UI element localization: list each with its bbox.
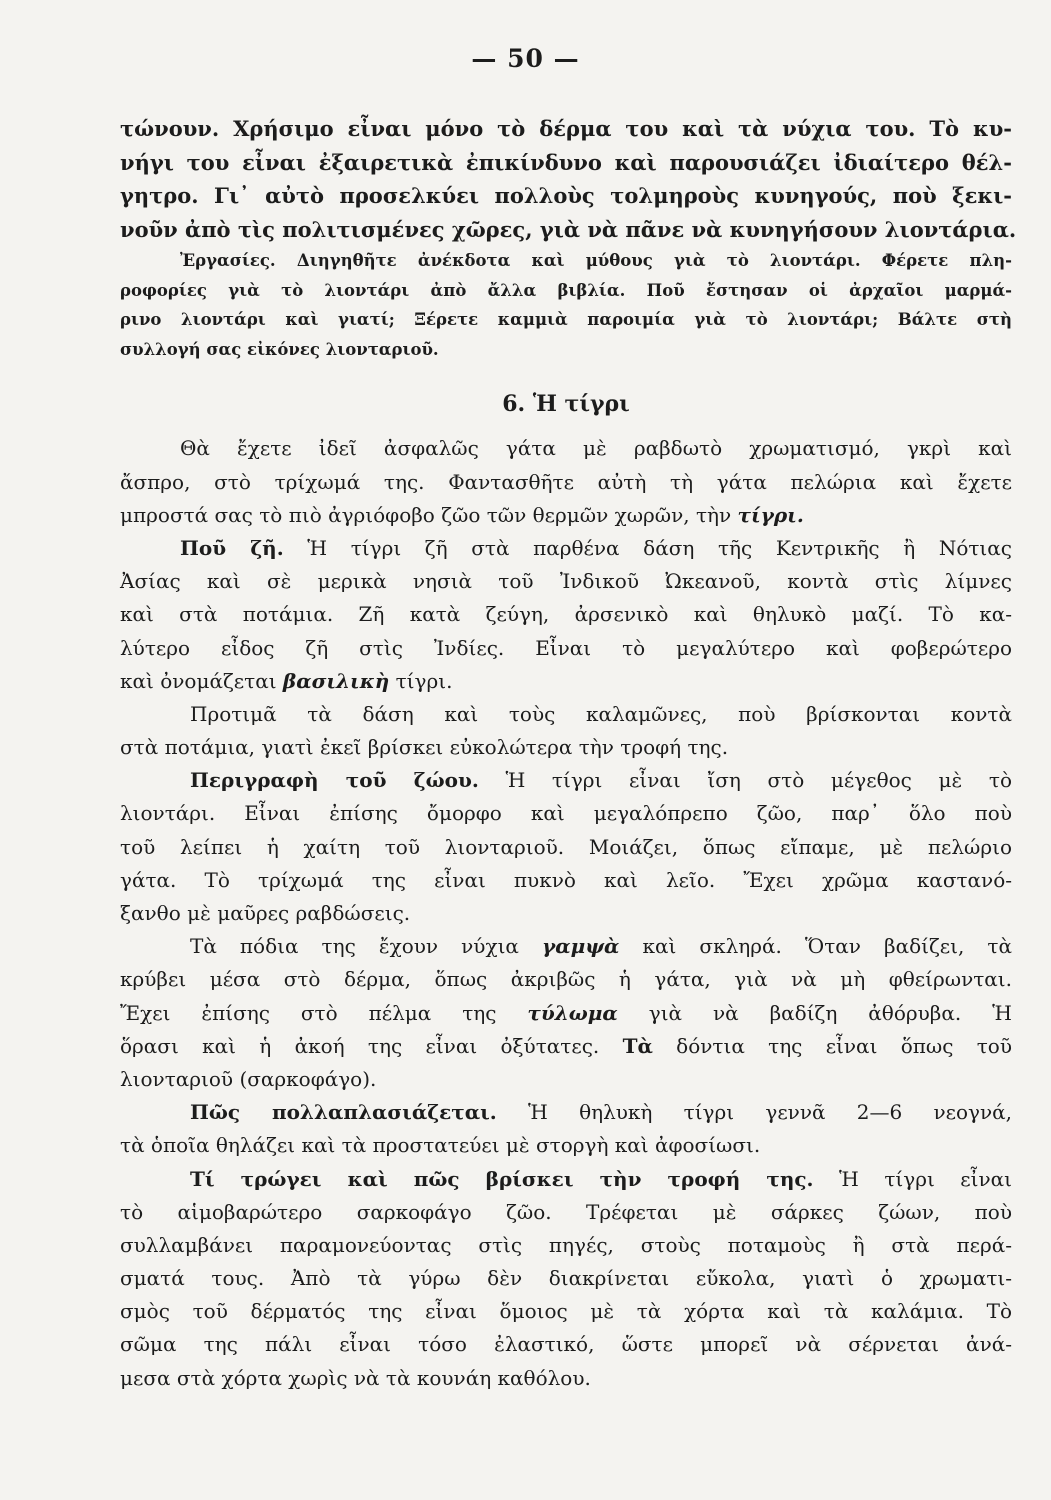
text-line: τὸ αἱμοβαρώτερο σαρκοφάγο ζῶο. Τρέφεται μὲ σάρκες ζώων, ποὺ — [120, 1199, 1012, 1224]
text-line: Θὰ ἔχετε ἰδεῖ ἀσφαλῶς γάτα μὲ ραβδωτὸ χρωματισμό, γκρὶ καὶ — [180, 436, 1012, 461]
text-line — [120, 764, 1012, 797]
text-run: Τὰ πόδια της ἔχουν νύχια — [190, 934, 542, 959]
text-line — [120, 997, 1012, 1030]
subheading-description: Περιγραφὴ τοῦ ζώου. — [190, 768, 479, 793]
term-vasiliki: βασιλικὴ — [282, 668, 390, 693]
text-line: λιονταριοῦ (σαρκοφάγο). — [120, 1066, 377, 1091]
body-text — [120, 432, 1012, 1394]
text-line: ἄσπρο, στὸ τρίχωμά της. Φαντασθῆτε αὐτὴ τὴ γάτα πελώρια καὶ ἔχετε — [120, 469, 1012, 494]
text-line: ρινο λιοντάρι καὶ γιατί; Ξέρετε καμμιὰ παροιμία γιὰ τὸ λιοντάρι; Βάλτε στὴ — [120, 310, 1012, 330]
text-line: μεσα στὰ χόρτα χωρὶς νὰ τὰ κουνάη καθόλου. — [120, 1365, 591, 1390]
text-run: γιὰ νὰ βαδίζη ἀθόρυβα. Ἡ — [617, 1000, 1012, 1025]
text-line — [120, 1030, 1012, 1063]
exercises-paragraph — [120, 246, 1012, 364]
text-line: ροφορίες γιὰ τὸ λιοντάρι ἀπὸ ἄλλα βιβλία. Ποῦ ἔστησαν οἱ ἀρχαῖοι μαρμά- — [120, 280, 1012, 300]
text-line: γάτα. Τὸ τρίχωμά της εἶναι πυκνὸ καὶ λεῖο. Ἔχει χρῶμα καστανό- — [120, 867, 1012, 892]
text-line — [120, 665, 1012, 698]
page-content — [120, 112, 1017, 1395]
text-line: κρύβει μέσα στὸ δέρμα, ὅπως ἀκριβῶς ἡ γάτα, γιὰ νὰ μὴ φθείρωνται. — [120, 967, 1012, 992]
text-line: ξανθο μὲ μαῦρες ραβδώσεις. — [120, 901, 411, 925]
page-number: — 50 — — [471, 44, 580, 73]
text-line — [120, 532, 1012, 565]
text-line: συλλαμβάνει παραμονεύοντας στὶς πηγές, στοὺς ποταμοὺς ἢ στὰ περά- — [120, 1232, 1012, 1257]
text-line: σμὸς τοῦ δέρματός της εἶναι ὅμοιος μὲ τὰ χόρτα καὶ τὰ καλάμια. Τὸ — [120, 1299, 1012, 1324]
text-line: στὰ ποτάμια, γιατὶ ἐκεῖ βρίσκει εὐκολώτερα τὴν τροφή της. — [120, 735, 729, 760]
text-run: Ἔχει ἐπίσης στὸ πέλμα της — [120, 1000, 528, 1025]
text-line: Προτιμᾶ τὰ δάση καὶ τοὺς καλαμῶνες, ποὺ βρίσκονται κοντὰ — [190, 701, 1012, 726]
text-line: λιοντάρι. Εἶναι ἐπίσης ὄμορφο καὶ μεγαλόπρεπο ζῶο, παρ᾽ ὅλο ποὺ — [120, 801, 1012, 826]
term-gampsa: γαμψὰ — [542, 934, 620, 959]
text-run: Ἡ τίγρι εἶναι — [813, 1166, 1012, 1191]
text-run-bold: Τὰ — [622, 1033, 653, 1058]
text-line — [120, 1163, 1012, 1196]
text-run: Ἡ τίγρι ζῆ στὰ παρθένα δάση τῆς Κεντρικῆς ἢ Νότιας — [283, 535, 1012, 560]
subheading-reproduction: Πῶς πολλαπλασιάζεται. — [190, 1100, 497, 1125]
term-tigri: τίγρι. — [737, 502, 804, 527]
text-run: Ἡ θηλυκὴ τίγρι γεννᾶ 2—6 νεογνά, — [496, 1100, 1012, 1125]
exercises-label: Ἐργασίες. — [180, 251, 276, 270]
text-run: καὶ σκληρά. Ὅταν βαδίζει, τὰ — [619, 934, 1012, 959]
subheading-where: Ποῦ ζῆ. — [180, 535, 284, 560]
text-line: σματά τους. Ἀπὸ τὰ γύρω δὲν διακρίνεται εὔκολα, γιατὶ ὁ χρωματι- — [120, 1266, 1012, 1291]
text-line: τώνουν. Χρήσιμο εἶναι μόνο τὸ δέρμα του καὶ τὰ νύχια του. Τὸ κυ- — [120, 116, 1012, 141]
text-line: καὶ στὰ ποτάμια. Ζῆ κατὰ ζεύγη, ἀρσενικὸ καὶ θηλυκὸ μαζί. Τὸ κα- — [120, 602, 1012, 627]
text-line — [120, 246, 1012, 276]
text-line: Ἀσίας καὶ σὲ μερικὰ νησιὰ τοῦ Ἰνδικοῦ Ὠκεανοῦ, κοντὰ στὶς λίμνες — [120, 569, 1012, 594]
text-run: δόντια της εἶναι ὅπως τοῦ — [652, 1033, 1012, 1058]
text-run: ὅρασι καὶ ἡ ἀκοή της εἶναι ὀξύτατες. — [120, 1033, 623, 1058]
text-line: λύτερο εἶδος ζῆ στὶς Ἰνδίες. Εἶναι τὸ μεγαλύτερο καὶ φοβερώτερο — [120, 635, 1012, 660]
exercises-text: Διηγηθῆτε ἀνέκδοτα καὶ μύθους γιὰ τὸ λιοντάρι. Φέρετε πλη- — [296, 251, 1013, 270]
text-run: μπροστά σας τὸ πιὸ ἀγριόφοβο ζῶο τῶν θερμῶν χωρῶν, τὴν — [120, 502, 738, 527]
text-line: τοῦ λείπει ἡ χαίτη τοῦ λιονταριοῦ. Μοιάζει, ὅπως εἴπαμε, μὲ πελώριο — [120, 834, 1012, 859]
text-run: Ἡ τίγρι εἶναι ἴση στὸ μέγεθος μὲ τὸ — [478, 768, 1012, 793]
section-title: 6. Ἡ τίγρι — [502, 391, 630, 418]
text-line: νήγι του εἶναι ἐξαιρετικὰ ἐπικίνδυνο καὶ παρουσιάζει ἰδιαίτερο θέλ- — [120, 149, 1012, 175]
intro-paragraph — [120, 112, 1017, 246]
text-line: σῶμα της πάλι εἶναι τόσο ἐλαστικό, ὥστε μπορεῖ νὰ σέρνεται ἀνά- — [120, 1332, 1012, 1357]
text-line: συλλογή σας εἰκόνες λιονταριοῦ. — [120, 339, 439, 359]
text-line: τὰ ὁποῖα θηλάζει καὶ τὰ προστατεύει μὲ στοργὴ καὶ ἀφοσίωσι. — [120, 1133, 761, 1158]
text-line: νοῦν ἀπὸ τὶς πολιτισμένες χῶρες, γιὰ νὰ πᾶνε νὰ κυνηγήσουν λιοντάρια. — [120, 216, 1017, 242]
text-run: καὶ ὀνομάζεται — [120, 668, 283, 693]
text-line: γητρο. Γι᾽ αὐτὸ προσελκύει πολλοὺς τολμηροὺς κυνηγούς, ποὺ ξεκι- — [120, 183, 1012, 208]
text-line — [120, 930, 1012, 963]
text-run: τίγρι. — [389, 668, 453, 693]
term-tyloma: τύλωμα — [527, 1000, 618, 1025]
subheading-feeding: Τί τρώγει καὶ πῶς βρίσκει τὴν τροφή της. — [190, 1166, 814, 1191]
text-line — [120, 1096, 1012, 1129]
text-line — [120, 499, 1012, 532]
